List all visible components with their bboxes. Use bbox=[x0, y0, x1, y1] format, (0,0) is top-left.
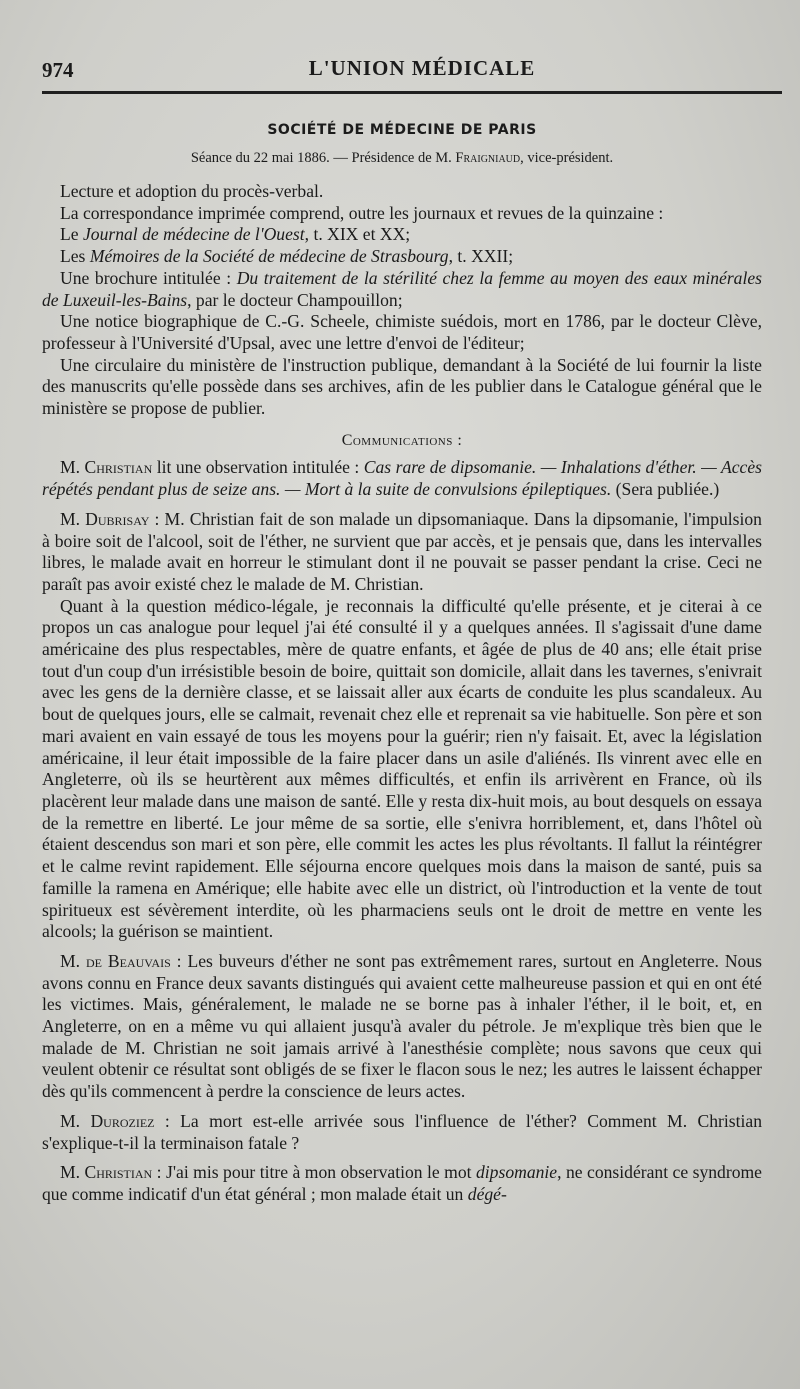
seance-date: Séance du 22 mai 1886. bbox=[190, 150, 330, 166]
paragraph-memoires bbox=[42, 246, 762, 268]
text-run: , t. XXII; bbox=[448, 246, 514, 267]
text-run: Une brochure intitulée : bbox=[60, 267, 237, 288]
text-run: , ne considérant ce syndrome que comme indicatif d'un état général ; mon malade était un bbox=[42, 1162, 762, 1204]
speaker-name: M. Dubrisay bbox=[60, 508, 150, 529]
header-rule bbox=[42, 91, 782, 94]
running-head: L'UNION MÉDICALE bbox=[308, 56, 536, 80]
emphasis: dipsomanie bbox=[475, 1162, 558, 1183]
presidence-suffix: , vice-président. bbox=[520, 150, 614, 166]
paragraph-dubrisay bbox=[42, 509, 762, 596]
president-name: Fraigniaud bbox=[455, 150, 521, 166]
observation-title: Cas rare de dipsomanie. — Inhalations d'éther. — Accès répétés pendant plus de seize ans. — Mort à la suite de convulsions épileptiques. bbox=[42, 457, 762, 500]
memoires-title: Mémoires de la Société de médecine de Strasbourg bbox=[89, 246, 449, 267]
paragraph-journal bbox=[42, 224, 762, 246]
paragraph-dubrisay-continued: Quant à la question médico-légale, je reconnais la difficulté qu'elle présente, et je citerai à ce propos un cas analogue pour lequel j'ai été consulté il y a quelques années. Il s'agissait d'une dame américaine des plus respectables, mère de quatre enfants, et âgée de plus de 40 ans; elle était prise tout d'un coup d'un irrésistible besoin de boire, quittait son domicile, allait dans les tavernes, s'enivrait avec les gens de la dernière classe, et se laissait aller aux écarts de conduite les plus scandaleux. Au bout de quelques jours, elle se calmait, revenait chez elle et reprenait sa vie habituelle. Son père et son mari avaient en vain essayé de tous les moyens pour la guérir; rien n'y faisait. Et, avec la législation américaine, il leur était impossible de la faire placer dans un asile d'aliénés. Ils vinrent avec elle en Angleterre, où ils se heurtèrent aux mêmes difficultés, et enfin ils arrivèrent en France, où ils placèrent leur malade dans une maison de santé. Elle y resta dix-huit mois, au bout desquels on essaya de la remettre en liberté. Le jour même de sa sortie, elle s'enivra horriblement, et, dans l'hôtel où étaient descendus son mari et son père, elle commit les actes les plus révoltants. Il fallut la réintégrer et le calme revint rapidement. Elle séjourna encore quelques mois dans la maison de santé, puis sa famille la ramena en Amérique; elle habite avec elle un district, où l'introduction et la vente de tout spiritueux est sévèrement interdite, où les pharmaciens seuls ont le droit de mettre en vente les alcools; la guérison se maintient. bbox=[42, 595, 762, 942]
text-run: Les bbox=[60, 246, 90, 267]
speaker-name: M. Duroziez bbox=[60, 1110, 155, 1131]
text-run: Le bbox=[60, 224, 83, 245]
paragraph-duroziez bbox=[42, 1111, 762, 1154]
page-number: 974 bbox=[42, 58, 74, 82]
paragraph-christian-reply bbox=[42, 1162, 762, 1205]
presidence-prefix: — Présidence de M. bbox=[333, 150, 452, 166]
paragraph-christian-observation bbox=[42, 457, 762, 500]
text-run: lit une observation intitulée : bbox=[152, 457, 364, 478]
text-run: : M. Christian fait de son malade un dipsomaniaque. Dans la dipsomanie, l'impulsion à boire soit de l'alcool, soit de l'éther, ne survient que par accès, et je pensais que, dans les intervalles libres, le malade avait en horreur le stimulant dont il ne pouvait se passer pendant la crise. Ceci ne paraît pas avoir existé chez le malade de M. Christian. bbox=[42, 508, 762, 594]
text-run: : La mort est-elle arrivée sous l'influence de l'éther? Comment M. Christian s'explique-t-il la terminaison fatale ? bbox=[42, 1110, 763, 1153]
text-run: : Les buveurs d'éther ne sont pas extrêmement rares, surtout en Angleterre. Nous avons connu en France deux savants distingués qui avaient cette malheureuse passion et qui en ont été les victimes. Mais, généralement, le malade ne se borne pas à inhaler l'éther, il le boit, et, en Angleterre, on en a même vu qui allaient jusqu'à avaler du pétrole. Je m'explique très bien que le malade de M. Christian ne soit jamais arrivé à l'anesthésie complète; nous savons que ceux qui veulent obtenir ce résultat sont obligés de se fixer le flacon sous le nez; les autres le laissent échapper dès qu'ils commencent à perdre la conscience de leurs actes. bbox=[42, 950, 762, 1102]
seance-line bbox=[42, 150, 762, 167]
journal-title: Journal de médecine de l'Ouest bbox=[82, 224, 305, 245]
paragraph-brochure bbox=[42, 268, 762, 311]
paragraph-notice: Une notice biographique de C.-G. Scheele, chimiste suédois, mort en 1786, par le docteur Clève, professeur à l'Université d'Upsal, avec une lettre d'envoi de l'éditeur; bbox=[42, 311, 762, 353]
speaker-name: M. de Beauvais bbox=[60, 950, 171, 971]
paragraph-de-beauvais bbox=[42, 951, 762, 1103]
section-title: SOCIÉTÉ DE MÉDECINE DE PARIS bbox=[267, 122, 537, 138]
text-run: : J'ai mis pour titre à mon observation le mot bbox=[152, 1162, 476, 1183]
paragraph-minutes: Lecture et adoption du procès-verbal. bbox=[60, 181, 324, 201]
page-header bbox=[42, 0, 762, 86]
speaker-name: M. Christian bbox=[60, 457, 153, 478]
communications-heading: Communications : bbox=[341, 431, 463, 449]
speaker-name: M. Christian bbox=[60, 1162, 153, 1183]
text-run: , t. XIX et XX; bbox=[304, 224, 411, 245]
paragraph-correspondance: La correspondance imprimée comprend, outre les journaux et revues de la quinzaine : bbox=[60, 202, 664, 223]
paragraph-circulaire: Une circulaire du ministère de l'instruction publique, demandant à la Société de lui fournir la liste des manuscrits qu'elle possède dans ses archives, afin de les publier dans le Catalogue général que le ministère se propose de publier. bbox=[42, 354, 762, 419]
text-run: , par le docteur Champouillon; bbox=[187, 289, 403, 310]
body-text bbox=[42, 181, 762, 1206]
emphasis: dégé- bbox=[467, 1183, 507, 1204]
text-run: (Sera publiée.) bbox=[611, 479, 720, 500]
brochure-title: Du traitement de la stérilité chez la femme au moyen des eaux minérales de Luxeuil-les-Bains bbox=[42, 267, 763, 310]
